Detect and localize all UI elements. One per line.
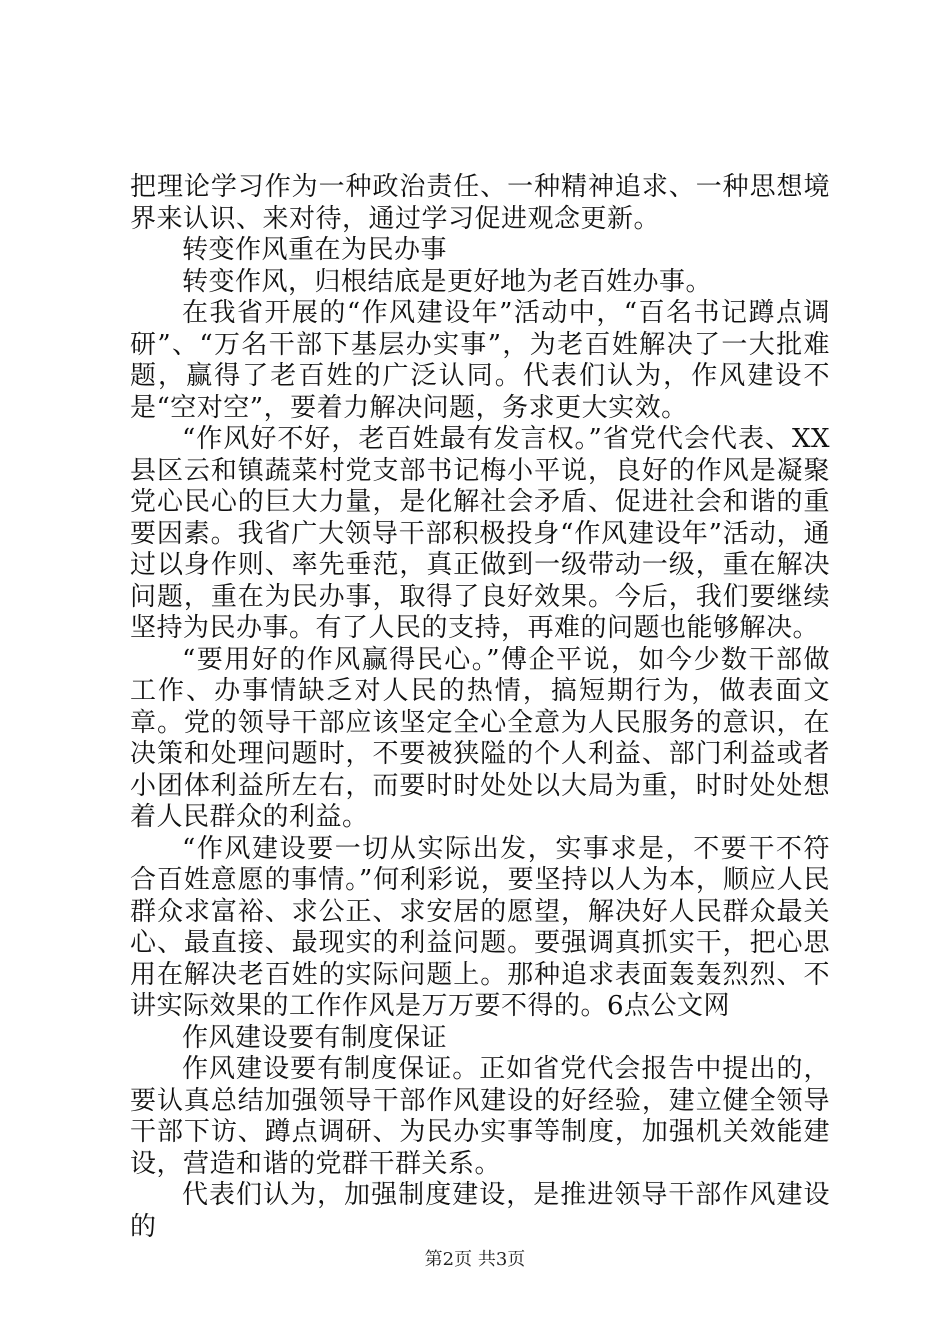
paragraph-1: 把理论学习作为一种政治责任、一种精神追求、一种思想境界来认识、来对待，通过学习促进观念更新。	[130, 172, 830, 234]
paragraph-7: 作风建设要有制度保证。正如省党代会报告中提出的，要认真总结加强领导干部作风建设的好经验，建立健全领导干部下访、蹲点调研、为民办实事等制度，加强机关效能建设，营造和谐的党群干群关系。	[130, 1054, 830, 1179]
paragraph-5: “要用好的作风赢得民心。”傅企平说，如今少数干部做工作、办事情缺乏对人民的热情，搞短期行为，做表面文章。党的领导干部应该坚定全心全意为人民服务的意识，在决策和处理问题时，不要被狭隘的个人利益、部门利益或者小团体利益所左右，而要时时处处以大局为重，时时处处想着人民群众的利益。	[130, 644, 830, 832]
paragraph-4: “作风好不好，老百姓最有发言权。”省党代会代表、XX县区云和镇蔬菜村党支部书记梅小平说，良好的作风是凝聚党心民心的巨大力量，是化解社会矛盾、促进社会和谐的重要因素。我省广大领导干部积极投身“作风建设年”活动，通过以身作则、率先垂范，真正做到一级带动一级，重在解决问题，重在为民办事，取得了良好效果。今后，我们要继续坚持为民办事。有了人民的支持，再难的问题也能够解决。	[130, 424, 830, 643]
paragraph-6: “作风建设要一切从实际出发，实事求是，不要干不符合百姓意愿的事情。”何利彩说，要坚持以人为本，顺应人民群众求富裕、求公正、求安居的愿望，解决好人民群众最关心、最直接、最现实的利益问题。要强调真抓实干，把心思用在解决老百姓的实际问题上。那种追求表面轰轰烈烈、不讲实际效果的工作作风是万万要不得的。6点公文网	[130, 833, 830, 1021]
section-heading-1: 转变作风重在为民办事	[182, 235, 448, 265]
paragraph-3: 在我省开展的“作风建设年”活动中，“百名书记蹲点调研”、“万名干部下基层办实事”，为老百姓解决了一大批难题，赢得了老百姓的广泛认同。代表们认为，作风建设不是“空对空”，要着力解决问题，务求更大实效。	[130, 298, 830, 423]
paragraph-8: 代表们认为，加强制度建设，是推进领导干部作风建设的	[130, 1180, 830, 1242]
paragraph-2: 转变作风，归根结底是更好地为老百姓办事。	[182, 266, 713, 297]
section-heading-2: 作风建设要有制度保证	[182, 1022, 448, 1053]
document-body	[130, 172, 830, 1243]
page-number-footer: 第2页 共3页	[424, 1249, 526, 1270]
